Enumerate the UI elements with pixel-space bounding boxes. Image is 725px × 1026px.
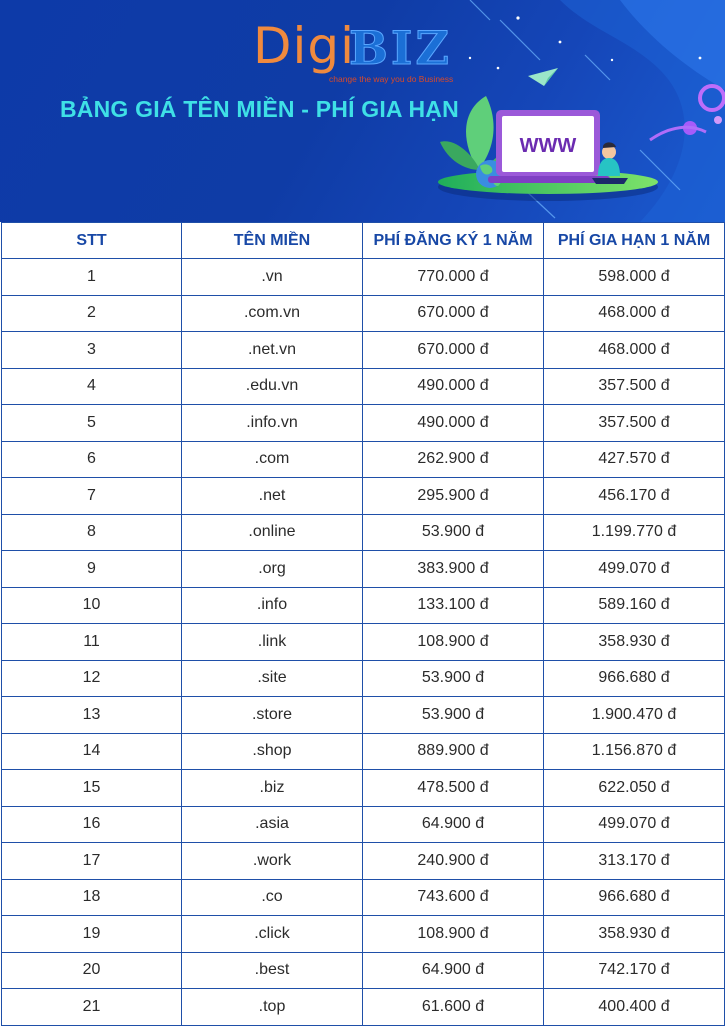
cell-registration-fee: 295.900 đ (363, 478, 544, 515)
cell-stt: 20 (2, 952, 182, 989)
cell-domain: .com (182, 441, 363, 478)
logo-tagline: change the way you do Business (329, 74, 454, 84)
column-header-stt: STT (2, 223, 182, 259)
cell-domain: .click (182, 916, 363, 953)
cell-stt: 13 (2, 697, 182, 734)
table-row (2, 295, 725, 332)
cell-registration-fee: 53.900 đ (363, 660, 544, 697)
cell-renewal-fee: 468.000 đ (544, 332, 725, 369)
table-row (2, 587, 725, 624)
table-row (2, 952, 725, 989)
cell-domain: .work (182, 843, 363, 880)
cell-stt: 5 (2, 405, 182, 442)
column-header-domain: TÊN MIỀN (182, 223, 363, 259)
cell-domain: .best (182, 952, 363, 989)
cell-stt: 15 (2, 770, 182, 807)
cell-registration-fee: 889.900 đ (363, 733, 544, 770)
cell-domain: .biz (182, 770, 363, 807)
table-row (2, 989, 725, 1026)
table-row (2, 660, 725, 697)
table-row (2, 697, 725, 734)
cell-domain: .asia (182, 806, 363, 843)
cell-renewal-fee: 499.070 đ (544, 806, 725, 843)
cell-renewal-fee: 358.930 đ (544, 916, 725, 953)
price-table (1, 222, 725, 1026)
cell-renewal-fee: 966.680 đ (544, 879, 725, 916)
table-row (2, 843, 725, 880)
column-header-registration-fee: PHÍ ĐĂNG KÝ 1 NĂM (363, 223, 544, 259)
cell-renewal-fee: 1.900.470 đ (544, 697, 725, 734)
cell-stt: 3 (2, 332, 182, 369)
table-row (2, 624, 725, 661)
table-row (2, 259, 725, 296)
table-row (2, 332, 725, 369)
table-row (2, 405, 725, 442)
cell-domain: .online (182, 514, 363, 551)
cell-renewal-fee: 622.050 đ (544, 770, 725, 807)
cell-renewal-fee: 499.070 đ (544, 551, 725, 588)
cell-renewal-fee: 456.170 đ (544, 478, 725, 515)
cell-renewal-fee: 1.199.770 đ (544, 514, 725, 551)
cell-stt: 17 (2, 843, 182, 880)
paper-plane-icon (528, 68, 558, 86)
page-title: BẢNG GIÁ TÊN MIỀN - PHÍ GIA HẠN (60, 96, 459, 122)
cell-stt: 16 (2, 806, 182, 843)
cell-renewal-fee: 427.570 đ (544, 441, 725, 478)
cell-stt: 10 (2, 587, 182, 624)
cell-renewal-fee: 357.500 đ (544, 405, 725, 442)
cell-domain: .info (182, 587, 363, 624)
cell-registration-fee: 383.900 đ (363, 551, 544, 588)
cell-domain: .store (182, 697, 363, 734)
cell-registration-fee: 262.900 đ (363, 441, 544, 478)
table-row (2, 806, 725, 843)
cell-registration-fee: 53.900 đ (363, 697, 544, 734)
table-row (2, 733, 725, 770)
header-banner (0, 0, 725, 222)
cell-renewal-fee: 1.156.870 đ (544, 733, 725, 770)
cell-stt: 18 (2, 879, 182, 916)
cell-registration-fee: 240.900 đ (363, 843, 544, 880)
cell-registration-fee: 108.900 đ (363, 916, 544, 953)
cell-domain: .shop (182, 733, 363, 770)
cell-stt: 21 (2, 989, 182, 1026)
cell-stt: 8 (2, 514, 182, 551)
cell-registration-fee: 770.000 đ (363, 259, 544, 296)
table-body (2, 259, 725, 1026)
laptop-screen-text: WWW (519, 135, 577, 157)
table-header-row (2, 223, 725, 259)
cell-stt: 2 (2, 295, 182, 332)
cell-registration-fee: 61.600 đ (363, 989, 544, 1026)
table-row (2, 916, 725, 953)
cell-stt: 12 (2, 660, 182, 697)
cell-domain: .info.vn (182, 405, 363, 442)
cell-registration-fee: 133.100 đ (363, 587, 544, 624)
cell-domain: .edu.vn (182, 368, 363, 405)
cell-registration-fee: 108.900 đ (363, 624, 544, 661)
table-row (2, 478, 725, 515)
table-row (2, 770, 725, 807)
logo-text-digi: Digi (253, 17, 356, 75)
cell-registration-fee: 490.000 đ (363, 405, 544, 442)
cell-domain: .co (182, 879, 363, 916)
cell-domain: .net.vn (182, 332, 363, 369)
cell-domain: .vn (182, 259, 363, 296)
cell-registration-fee: 743.600 đ (363, 879, 544, 916)
cell-renewal-fee: 468.000 đ (544, 295, 725, 332)
table-row (2, 441, 725, 478)
cell-renewal-fee: 358.930 đ (544, 624, 725, 661)
cell-stt: 9 (2, 551, 182, 588)
cell-registration-fee: 670.000 đ (363, 332, 544, 369)
cell-domain: .top (182, 989, 363, 1026)
cell-registration-fee: 53.900 đ (363, 514, 544, 551)
cell-domain: .com.vn (182, 295, 363, 332)
logo-text-biz: BIZ (349, 21, 452, 75)
cell-domain: .org (182, 551, 363, 588)
cell-renewal-fee: 966.680 đ (544, 660, 725, 697)
table-row (2, 879, 725, 916)
cell-stt: 14 (2, 733, 182, 770)
cell-stt: 7 (2, 478, 182, 515)
cell-stt: 19 (2, 916, 182, 953)
cell-stt: 6 (2, 441, 182, 478)
column-header-renewal-fee: PHÍ GIA HẠN 1 NĂM (544, 223, 725, 259)
cell-renewal-fee: 589.160 đ (544, 587, 725, 624)
cell-domain: .site (182, 660, 363, 697)
cell-domain: .link (182, 624, 363, 661)
cell-renewal-fee: 598.000 đ (544, 259, 725, 296)
cell-renewal-fee: 313.170 đ (544, 843, 725, 880)
cell-renewal-fee: 742.170 đ (544, 952, 725, 989)
cell-stt: 1 (2, 259, 182, 296)
cell-registration-fee: 478.500 đ (363, 770, 544, 807)
cell-registration-fee: 64.900 đ (363, 952, 544, 989)
cell-domain: .net (182, 478, 363, 515)
cell-renewal-fee: 400.400 đ (544, 989, 725, 1026)
cell-registration-fee: 670.000 đ (363, 295, 544, 332)
table-row (2, 551, 725, 588)
cell-registration-fee: 64.900 đ (363, 806, 544, 843)
laptop-icon (488, 110, 610, 183)
cell-stt: 4 (2, 368, 182, 405)
cell-registration-fee: 490.000 đ (363, 368, 544, 405)
cell-renewal-fee: 357.500 đ (544, 368, 725, 405)
cell-stt: 11 (2, 624, 182, 661)
table-row (2, 368, 725, 405)
table-row (2, 514, 725, 551)
